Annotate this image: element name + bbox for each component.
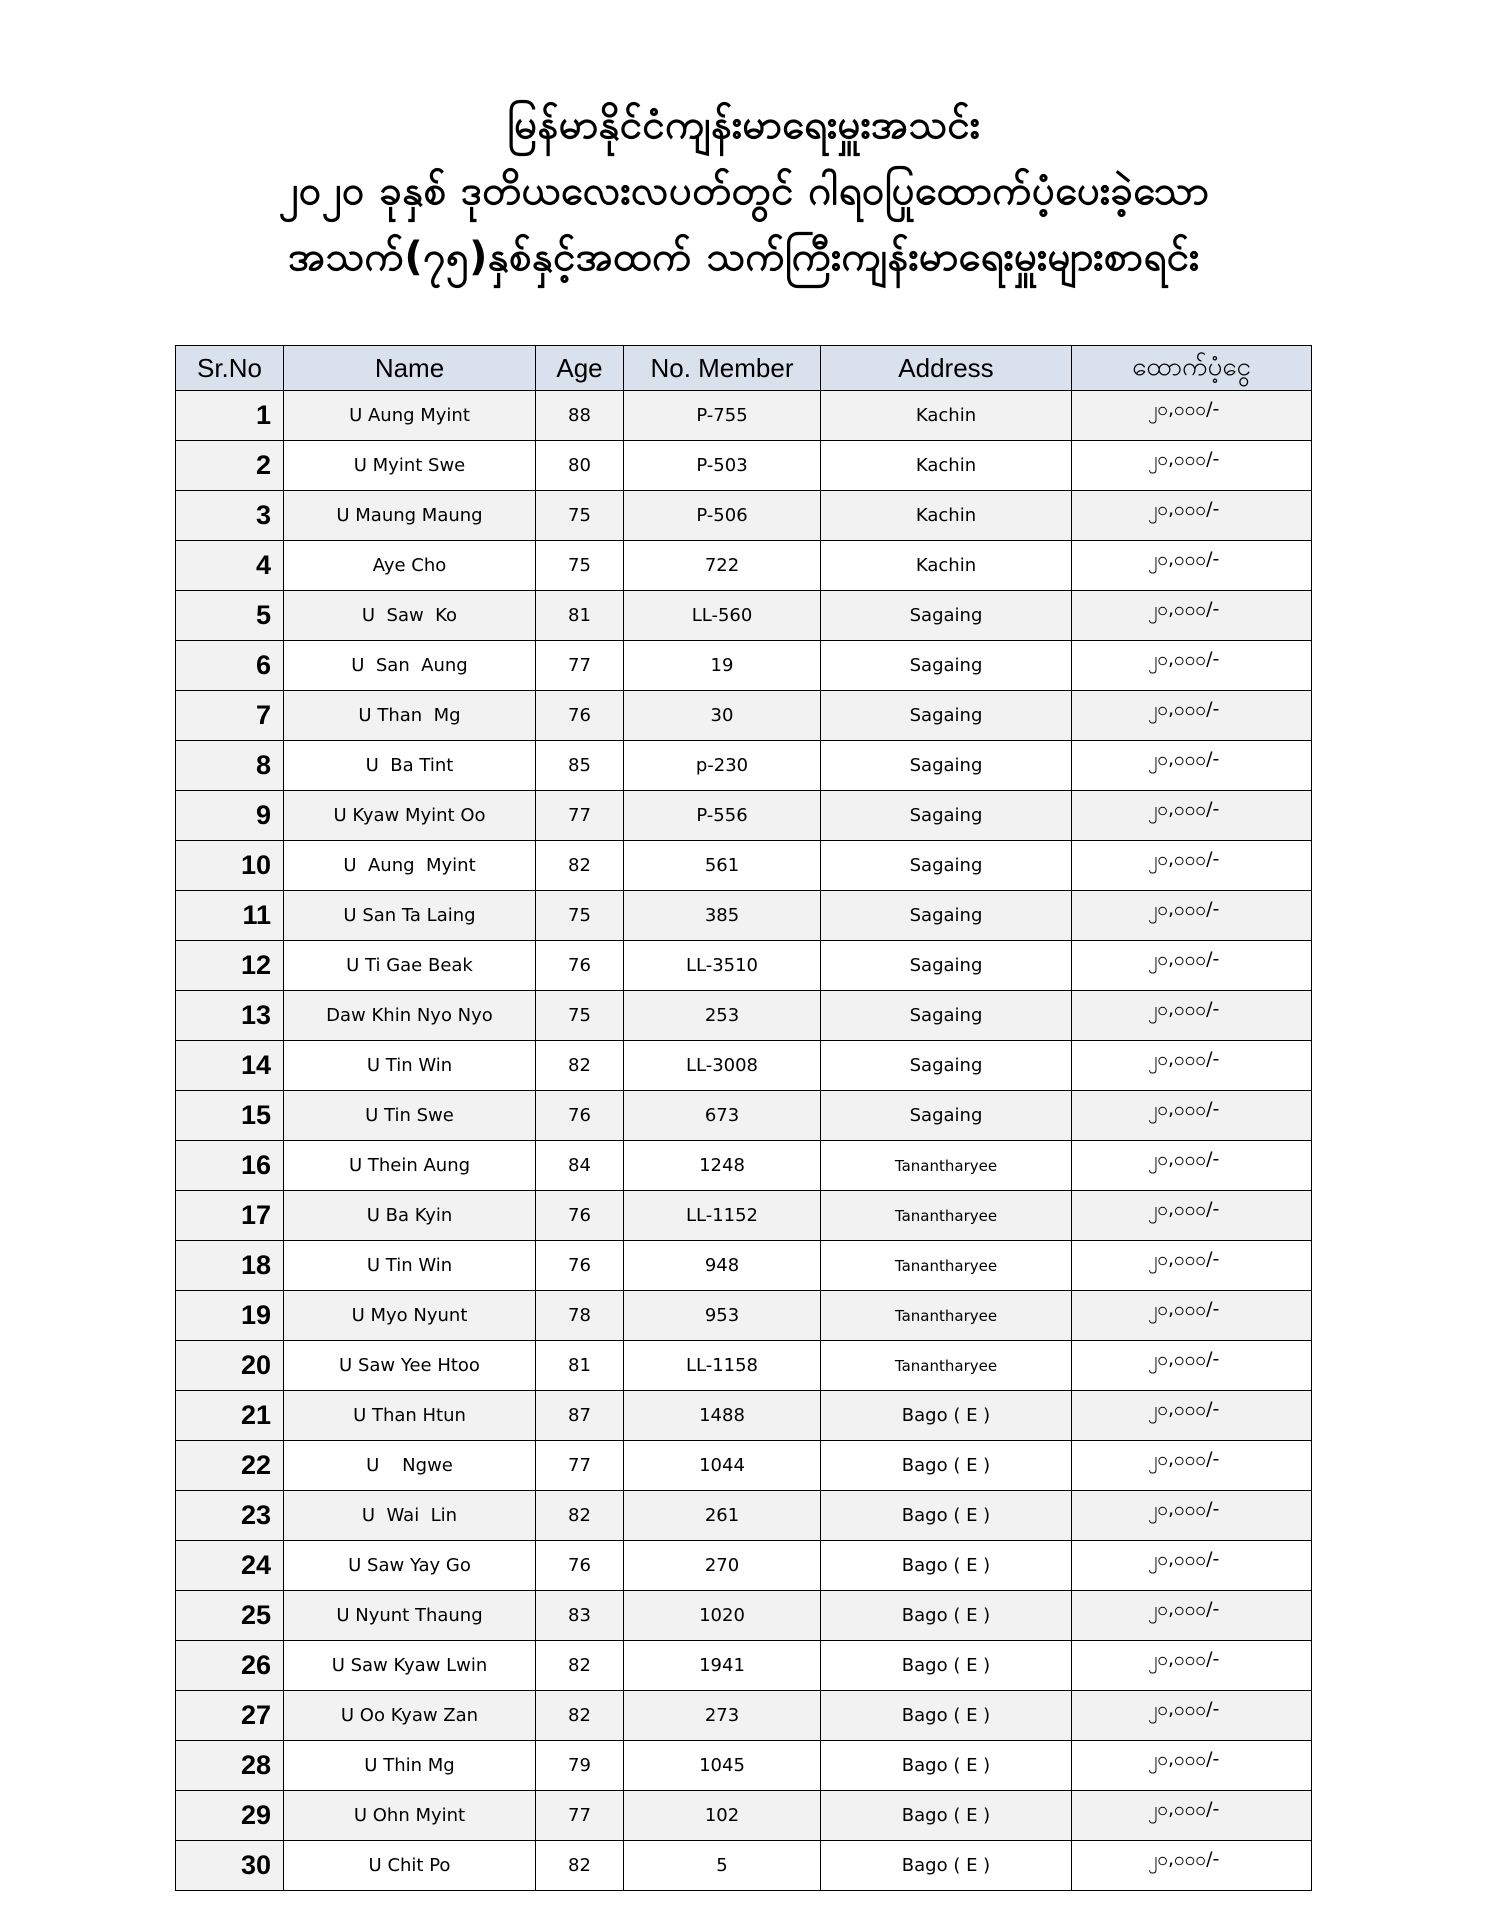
cell-name: Aye Cho	[284, 541, 536, 591]
cell-member-no: 1248	[624, 1141, 821, 1191]
cell-member-no: 953	[624, 1291, 821, 1341]
cell-name: U Maung Maung	[284, 491, 536, 541]
table-row	[176, 591, 1312, 641]
cell-address: Bago ( E )	[821, 1441, 1072, 1491]
cell-name: U Thein Aung	[284, 1141, 536, 1191]
cell-name: U Ti Gae Beak	[284, 941, 536, 991]
cell-address: Bago ( E )	[821, 1491, 1072, 1541]
cell-age: 75	[536, 991, 624, 1041]
cell-sr-no: 17	[176, 1191, 284, 1241]
cell-address: Bago ( E )	[821, 1391, 1072, 1441]
members-table-container	[175, 345, 1311, 1891]
cell-age: 82	[536, 1641, 624, 1691]
cell-address: Bago ( E )	[821, 1741, 1072, 1791]
cell-amount: ၂၀,၀၀၀/-	[1072, 1691, 1312, 1741]
cell-address: Bago ( E )	[821, 1791, 1072, 1841]
cell-member-no: 253	[624, 991, 821, 1041]
cell-name: U Saw Yee Htoo	[284, 1341, 536, 1391]
cell-age: 80	[536, 441, 624, 491]
cell-member-no: LL-1158	[624, 1341, 821, 1391]
cell-name: U Ngwe	[284, 1441, 536, 1491]
cell-age: 78	[536, 1291, 624, 1341]
table-row	[176, 691, 1312, 741]
table-row	[176, 941, 1312, 991]
table-row	[176, 541, 1312, 591]
header-name: Name	[284, 346, 536, 391]
cell-age: 77	[536, 1791, 624, 1841]
cell-name: U Oo Kyaw Zan	[284, 1691, 536, 1741]
table-row	[176, 1141, 1312, 1191]
document-title	[0, 92, 1488, 290]
cell-member-no: P-556	[624, 791, 821, 841]
table-row	[176, 841, 1312, 891]
cell-name: U Than Mg	[284, 691, 536, 741]
cell-name: U Ohn Myint	[284, 1791, 536, 1841]
cell-sr-no: 16	[176, 1141, 284, 1191]
table-row	[176, 491, 1312, 541]
cell-sr-no: 25	[176, 1591, 284, 1641]
table-row	[176, 791, 1312, 841]
cell-sr-no: 11	[176, 891, 284, 941]
cell-age: 82	[536, 1491, 624, 1541]
cell-age: 76	[536, 691, 624, 741]
cell-amount: ၂၀,၀၀၀/-	[1072, 941, 1312, 991]
cell-name: U Myo Nyunt	[284, 1291, 536, 1341]
cell-name: U Tin Swe	[284, 1091, 536, 1141]
cell-amount: ၂၀,၀၀၀/-	[1072, 791, 1312, 841]
cell-amount: ၂၀,၀၀၀/-	[1072, 1741, 1312, 1791]
cell-sr-no: 23	[176, 1491, 284, 1541]
cell-age: 82	[536, 1041, 624, 1091]
cell-sr-no: 28	[176, 1741, 284, 1791]
cell-member-no: 1045	[624, 1741, 821, 1791]
cell-age: 81	[536, 591, 624, 641]
title-line-3: အသက်(၇၅)နှစ်နှင့်အထက် သက်ကြီးကျန်းမာရေးမှူးများစာရင်း	[288, 234, 1200, 280]
table-row	[176, 1291, 1312, 1341]
cell-name: U San Aung	[284, 641, 536, 691]
cell-address: Bago ( E )	[821, 1641, 1072, 1691]
cell-name: U Saw Yay Go	[284, 1541, 536, 1591]
cell-sr-no: 9	[176, 791, 284, 841]
cell-address: Sagaing	[821, 1091, 1072, 1141]
cell-amount: ၂၀,၀၀၀/-	[1072, 1091, 1312, 1141]
cell-age: 76	[536, 1241, 624, 1291]
table-row	[176, 1641, 1312, 1691]
table-row	[176, 1741, 1312, 1791]
cell-age: 88	[536, 391, 624, 441]
cell-name: U Kyaw Myint Oo	[284, 791, 536, 841]
table-row	[176, 1591, 1312, 1641]
cell-sr-no: 21	[176, 1391, 284, 1441]
cell-name: U Aung Myint	[284, 391, 536, 441]
cell-age: 77	[536, 791, 624, 841]
cell-name: U Nyunt Thaung	[284, 1591, 536, 1641]
cell-amount: ၂၀,၀၀၀/-	[1072, 891, 1312, 941]
cell-age: 76	[536, 1091, 624, 1141]
cell-name: U Ba Tint	[284, 741, 536, 791]
cell-member-no: LL-560	[624, 591, 821, 641]
table-row	[176, 1191, 1312, 1241]
cell-address: Sagaing	[821, 841, 1072, 891]
cell-member-no: P-506	[624, 491, 821, 541]
cell-member-no: 19	[624, 641, 821, 691]
cell-name: U Wai Lin	[284, 1491, 536, 1541]
cell-sr-no: 27	[176, 1691, 284, 1741]
table-row	[176, 1441, 1312, 1491]
cell-age: 82	[536, 1841, 624, 1891]
cell-address: Kachin	[821, 441, 1072, 491]
table-row	[176, 1691, 1312, 1741]
cell-age: 77	[536, 641, 624, 691]
cell-name: U Than Htun	[284, 1391, 536, 1441]
table-row	[176, 1041, 1312, 1091]
table-row	[176, 991, 1312, 1041]
cell-name: U Aung Myint	[284, 841, 536, 891]
title-line-2: ၂၀၂၀ ခုနှစ် ဒုတိယလေးလပတ်တွင် ဂါရဝပြုထောက်ပံ့ပေးခဲ့သော	[278, 168, 1210, 214]
cell-age: 82	[536, 1691, 624, 1741]
cell-sr-no: 26	[176, 1641, 284, 1691]
cell-age: 79	[536, 1741, 624, 1791]
cell-address: Tanantharyee	[821, 1191, 1072, 1241]
table-row	[176, 441, 1312, 491]
cell-name: Daw Khin Nyo Nyo	[284, 991, 536, 1041]
cell-sr-no: 3	[176, 491, 284, 541]
cell-sr-no: 30	[176, 1841, 284, 1891]
cell-age: 76	[536, 1191, 624, 1241]
cell-name: U Ba Kyin	[284, 1191, 536, 1241]
cell-address: Bago ( E )	[821, 1541, 1072, 1591]
table-row	[176, 1541, 1312, 1591]
cell-amount: ၂၀,၀၀၀/-	[1072, 1341, 1312, 1391]
table-row	[176, 1241, 1312, 1291]
table-row	[176, 391, 1312, 441]
cell-amount: ၂၀,၀၀၀/-	[1072, 391, 1312, 441]
cell-sr-no: 10	[176, 841, 284, 891]
cell-sr-no: 8	[176, 741, 284, 791]
cell-address: Sagaing	[821, 891, 1072, 941]
table-row	[176, 1091, 1312, 1141]
cell-age: 82	[536, 841, 624, 891]
cell-age: 83	[536, 1591, 624, 1641]
members-table	[175, 345, 1312, 1891]
cell-member-no: 1044	[624, 1441, 821, 1491]
header-sr-no: Sr.No	[176, 346, 284, 391]
header-amount: ထောက်ပံ့ငွေ	[1072, 346, 1312, 391]
cell-age: 87	[536, 1391, 624, 1441]
cell-amount: ၂၀,၀၀၀/-	[1072, 1591, 1312, 1641]
table-row	[176, 1341, 1312, 1391]
cell-name: U San Ta Laing	[284, 891, 536, 941]
cell-address: Kachin	[821, 491, 1072, 541]
cell-address: Tanantharyee	[821, 1241, 1072, 1291]
table-row	[176, 891, 1312, 941]
cell-name: U Saw Ko	[284, 591, 536, 641]
cell-member-no: LL-3510	[624, 941, 821, 991]
cell-name: U Tin Win	[284, 1041, 536, 1091]
table-row	[176, 1791, 1312, 1841]
table-body	[176, 391, 1312, 1891]
cell-age: 85	[536, 741, 624, 791]
cell-amount: ၂၀,၀၀၀/-	[1072, 591, 1312, 641]
cell-member-no: 673	[624, 1091, 821, 1141]
cell-member-no: 273	[624, 1691, 821, 1741]
cell-amount: ၂၀,၀၀၀/-	[1072, 1041, 1312, 1091]
cell-address: Bago ( E )	[821, 1591, 1072, 1641]
cell-member-no: 30	[624, 691, 821, 741]
cell-address: Sagaing	[821, 641, 1072, 691]
cell-address: Bago ( E )	[821, 1691, 1072, 1741]
cell-member-no: 1020	[624, 1591, 821, 1641]
cell-sr-no: 7	[176, 691, 284, 741]
cell-amount: ၂၀,၀၀၀/-	[1072, 1791, 1312, 1841]
cell-sr-no: 18	[176, 1241, 284, 1291]
cell-amount: ၂၀,၀၀၀/-	[1072, 491, 1312, 541]
cell-amount: ၂၀,၀၀၀/-	[1072, 841, 1312, 891]
cell-amount: ၂၀,၀၀၀/-	[1072, 1141, 1312, 1191]
table-row	[176, 1491, 1312, 1541]
cell-amount: ၂၀,၀၀၀/-	[1072, 541, 1312, 591]
cell-amount: ၂၀,၀၀၀/-	[1072, 441, 1312, 491]
cell-member-no: LL-1152	[624, 1191, 821, 1241]
cell-address: Sagaing	[821, 991, 1072, 1041]
cell-address: Kachin	[821, 391, 1072, 441]
cell-sr-no: 22	[176, 1441, 284, 1491]
cell-member-no: 561	[624, 841, 821, 891]
cell-amount: ၂၀,၀၀၀/-	[1072, 991, 1312, 1041]
cell-member-no: 1941	[624, 1641, 821, 1691]
cell-age: 81	[536, 1341, 624, 1391]
cell-member-no: P-503	[624, 441, 821, 491]
cell-sr-no: 6	[176, 641, 284, 691]
cell-amount: ၂၀,၀၀၀/-	[1072, 1641, 1312, 1691]
cell-address: Sagaing	[821, 791, 1072, 841]
cell-address: Sagaing	[821, 941, 1072, 991]
cell-sr-no: 14	[176, 1041, 284, 1091]
cell-amount: ၂၀,၀၀၀/-	[1072, 1291, 1312, 1341]
cell-name: U Chit Po	[284, 1841, 536, 1891]
table-row	[176, 741, 1312, 791]
cell-member-no: 102	[624, 1791, 821, 1841]
header-member-no: No. Member	[624, 346, 821, 391]
cell-address: Tanantharyee	[821, 1291, 1072, 1341]
cell-amount: ၂၀,၀၀၀/-	[1072, 641, 1312, 691]
cell-sr-no: 5	[176, 591, 284, 641]
header-address: Address	[821, 346, 1072, 391]
cell-sr-no: 15	[176, 1091, 284, 1141]
cell-amount: ၂၀,၀၀၀/-	[1072, 1541, 1312, 1591]
cell-age: 77	[536, 1441, 624, 1491]
cell-amount: ၂၀,၀၀၀/-	[1072, 1241, 1312, 1291]
cell-name: U Myint Swe	[284, 441, 536, 491]
cell-member-no: 722	[624, 541, 821, 591]
table-row	[176, 1841, 1312, 1891]
cell-member-no: 948	[624, 1241, 821, 1291]
title-line-1: မြန်မာနိုင်ငံကျန်းမာရေးမှူးအသင်း	[507, 102, 981, 148]
cell-member-no: p-230	[624, 741, 821, 791]
header-age: Age	[536, 346, 624, 391]
cell-address: Tanantharyee	[821, 1141, 1072, 1191]
cell-sr-no: 13	[176, 991, 284, 1041]
cell-address: Tanantharyee	[821, 1341, 1072, 1391]
cell-member-no: 1488	[624, 1391, 821, 1441]
cell-address: Bago ( E )	[821, 1841, 1072, 1891]
cell-member-no: LL-3008	[624, 1041, 821, 1091]
table-row	[176, 1391, 1312, 1441]
cell-age: 76	[536, 941, 624, 991]
cell-age: 84	[536, 1141, 624, 1191]
cell-name: U Thin Mg	[284, 1741, 536, 1791]
cell-amount: ၂၀,၀၀၀/-	[1072, 1191, 1312, 1241]
cell-sr-no: 19	[176, 1291, 284, 1341]
cell-address: Sagaing	[821, 691, 1072, 741]
cell-age: 76	[536, 1541, 624, 1591]
cell-member-no: 5	[624, 1841, 821, 1891]
cell-member-no: 270	[624, 1541, 821, 1591]
cell-sr-no: 24	[176, 1541, 284, 1591]
cell-amount: ၂၀,၀၀၀/-	[1072, 1391, 1312, 1441]
cell-member-no: P-755	[624, 391, 821, 441]
cell-amount: ၂၀,၀၀၀/-	[1072, 1491, 1312, 1541]
cell-member-no: 385	[624, 891, 821, 941]
cell-amount: ၂၀,၀၀၀/-	[1072, 1841, 1312, 1891]
cell-name: U Tin Win	[284, 1241, 536, 1291]
cell-address: Sagaing	[821, 591, 1072, 641]
cell-sr-no: 4	[176, 541, 284, 591]
cell-sr-no: 29	[176, 1791, 284, 1841]
cell-amount: ၂၀,၀၀၀/-	[1072, 691, 1312, 741]
cell-age: 75	[536, 891, 624, 941]
cell-sr-no: 2	[176, 441, 284, 491]
cell-address: Kachin	[821, 541, 1072, 591]
cell-age: 75	[536, 491, 624, 541]
cell-sr-no: 1	[176, 391, 284, 441]
cell-amount: ၂၀,၀၀၀/-	[1072, 1441, 1312, 1491]
cell-age: 75	[536, 541, 624, 591]
cell-sr-no: 12	[176, 941, 284, 991]
cell-address: Sagaing	[821, 1041, 1072, 1091]
cell-sr-no: 20	[176, 1341, 284, 1391]
table-header-row	[176, 346, 1312, 391]
cell-address: Sagaing	[821, 741, 1072, 791]
cell-amount: ၂၀,၀၀၀/-	[1072, 741, 1312, 791]
cell-member-no: 261	[624, 1491, 821, 1541]
cell-name: U Saw Kyaw Lwin	[284, 1641, 536, 1691]
table-row	[176, 641, 1312, 691]
